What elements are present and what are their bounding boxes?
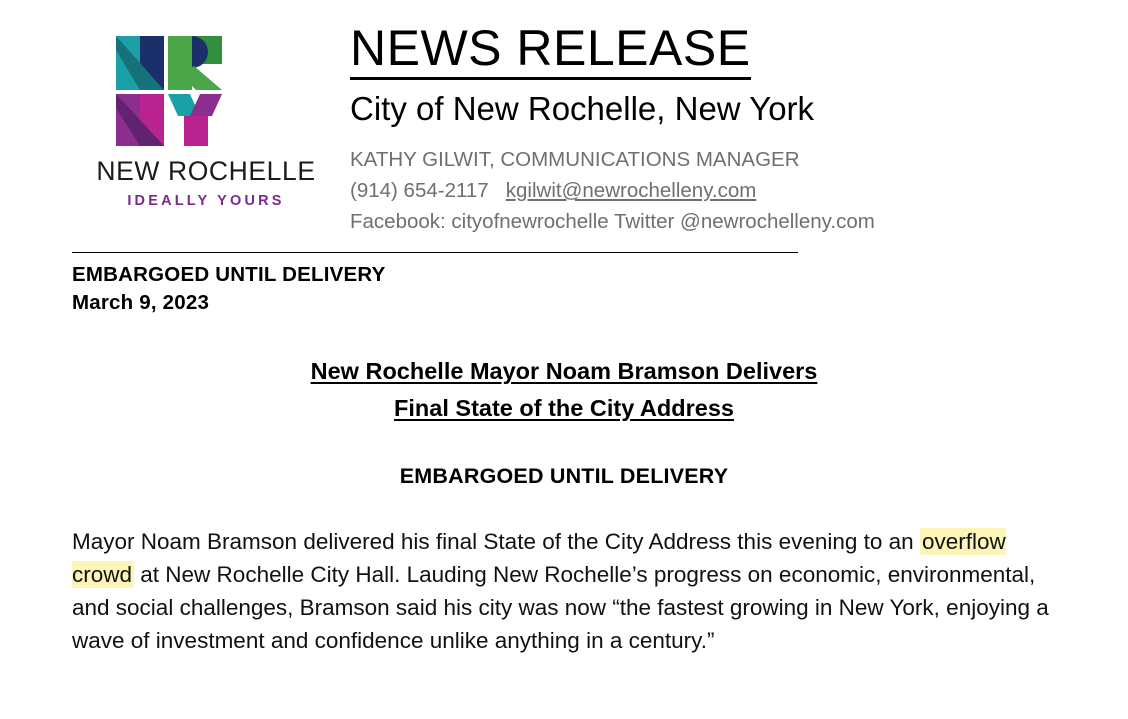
page-title: NEWS RELEASE [350, 22, 751, 80]
header-subtitle: City of New Rochelle, New York [350, 89, 815, 127]
body-part-1: Mayor Noam Bramson delivered his final State of the City Address this evening to an [72, 529, 920, 555]
body-paragraph [72, 525, 1056, 657]
headline-line-2: Final State of the City Address [394, 394, 734, 421]
release-date: March 9, 2023 [72, 290, 210, 314]
body-part-2: at New Rochelle City Hall. Lauding New Rochelle’s progress on economic, environmental, and social challenges, Bramson said his city was now “the fastest growing in New York, enjoying a wave of investment and confidence unlike anything in a century.” [72, 562, 1049, 654]
header-text-block [340, 22, 1128, 238]
logo-tagline: IDEALLY YOURS [127, 193, 285, 209]
contact-phone: (914) 654-2117 [350, 179, 489, 203]
contact-block [350, 145, 1098, 237]
logo-city-name: NEW ROCHELLE [96, 156, 316, 186]
document-header [0, 0, 1128, 238]
headline-block [0, 353, 1128, 426]
embargo-center-notice: EMBARGOED UNTIL DELIVERY [399, 464, 729, 489]
embargo-notice: EMBARGOED UNTIL DELIVERY [72, 262, 386, 286]
header-divider [72, 252, 798, 253]
highlighted-phrase: overflow crowd [72, 529, 1006, 588]
nrny-monogram-icon [110, 30, 232, 152]
contact-social: Facebook: cityofnewrochelle Twitter @newrochelleny.com [350, 209, 875, 233]
headline-line-1: New Rochelle Mayor Noam Bramson Delivers [310, 358, 818, 385]
embargo-block [72, 261, 1128, 318]
contact-email-link[interactable]: kgilwit@newrochelleny.com [505, 179, 757, 203]
city-logo-block [0, 22, 340, 209]
contact-phone-email [350, 176, 1098, 207]
contact-name: KATHY GILWIT, COMMUNICATIONS MANAGER [350, 148, 800, 172]
